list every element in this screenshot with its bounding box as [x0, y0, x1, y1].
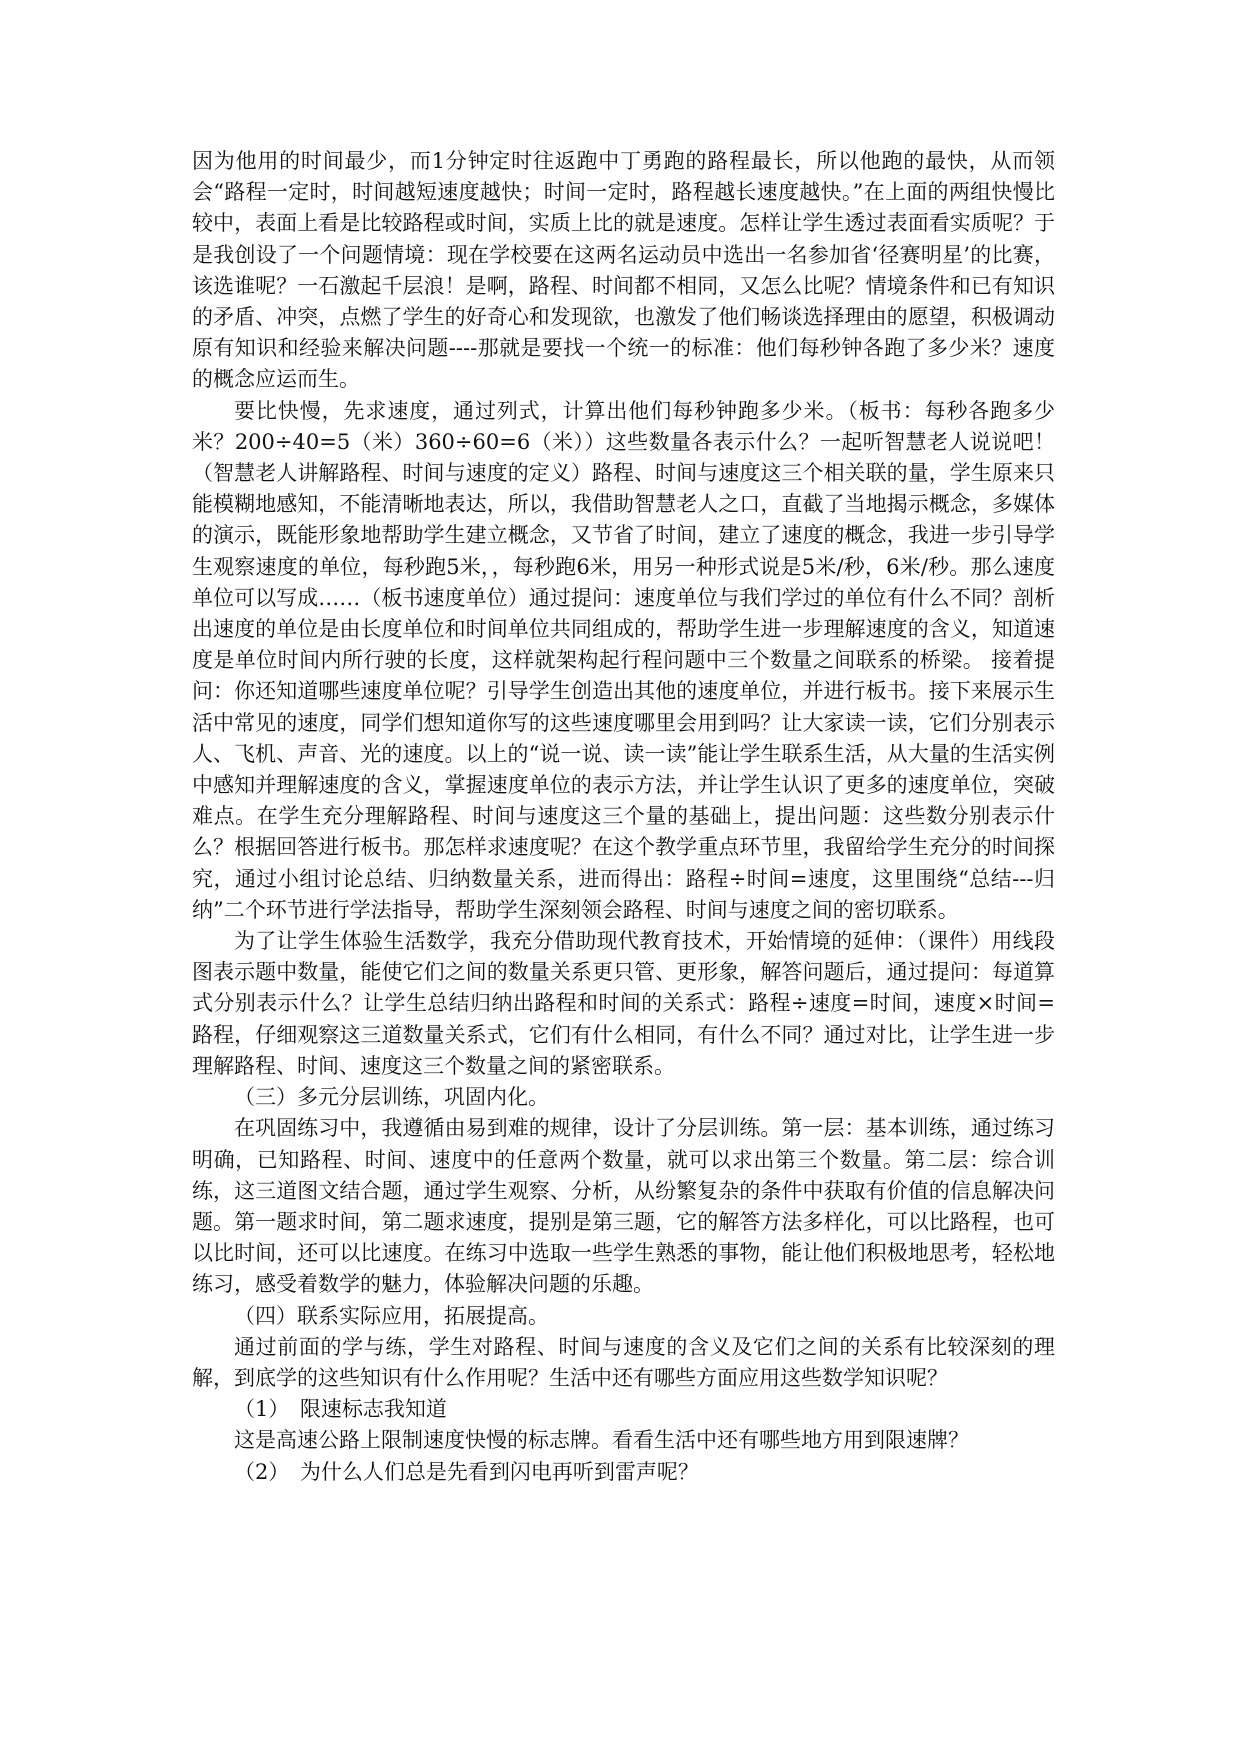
section-heading-application: （四）联系实际应用，拓展提高。 [234, 1303, 549, 1328]
paragraph-speed-concept: 要比快慢，先求速度，通过列式，计算出他们每秒钟跑多少米。（板书：每秒各跑多少米？200÷40=5（米）360÷60=6（米））这些数量各表示什么？一起听智慧老人说说吧！（智慧老人讲解路程、时间与速度的定义）路程、时间与速度这三个相关联的量，学生原来只能模糊地感知，不能清晰地表达，所以，我借助智慧老人之口，直截了当地揭示概念，多媒体的演示，既能形象地帮助学生建立概念，又节省了时间，建立了速度的概念，我进一步引导学生观察速度的单位，每秒跑5米，，每秒跑6米，用另一种形式说是5米/秒，6米/秒。那么速度单位可以写成……（板书速度单位）通过提问：速度单位与我们学过的单位有什么不同？剖析出速度的单位是由长度单位和时间单位共同组成的，帮助学生进一步理解速度的含义，知道速度是单位时间内所行驶的长度，这样就架构起行程问题中三个数量之间联系的桥梁。 接着提问：你还知道哪些速度单位呢？引导学生创造出其他的速度单位，并进行板书。接下来展示生活中常见的速度，同学们想知道你写的这些速度哪里会用到吗？让大家读一读，它们分别表示人、飞机、声音、光的速度。以上的“说一说、读一读”能让学生联系生活，从大量的生活实例中感知并理解速度的含义，掌握速度单位的表示方法，并让学生认识了更多的速度单位，突破难点。在学生充分理解路程、时间与速度这三个量的基础上，提出问题：这些数分别表示什么？根据回答进行板书。那怎样求速度呢？在这个教学重点环节里，我留给学生充分的时间探究，通过小组讨论总结、归纳数量关系，进而得出：路程÷时间=速度，这里围绕“总结---归纳”二个环节进行学法指导，帮助学生深刻领会路程、时间与速度之间的密切联系。 [192, 398, 1055, 922]
paragraph-speed-comparison: 因为他用的时间最少，而1分钟定时往返跑中丁勇跑的路程最长，所以他跑的最快，从而领会“路程一定时，时间越短速度越快；时间一定时，路程越长速度越快。”在上面的两组快慢比较中，表面上看是比较路程或时间，实质上比的就是速度。怎样让学生透过表面看实质呢？于是我创设了一个问题情境：现在学校要在这两名运动员中选出一名参加省‘径赛明星’的比赛，该选谁呢？一石激起千层浪！是啊，路程、时间都不相同，又怎么比呢？情境条件和已有知识的矛盾、冲突，点燃了学生的好奇心和发现欲，也激发了他们畅谈选择理由的愿望，积极调动原有知识和经验来解决问题----那就是要找一个统一的标准：他们每秒钟各跑了多少米？速度的概念应运而生。 [192, 149, 1055, 392]
section-heading-training: （三）多元分层训练，巩固内化。 [234, 1085, 549, 1110]
paragraph-application-intro: 通过前面的学与练，学生对路程、时间与速度的含义及它们之间的关系有比较深刻的理解，到底学的这些知识有什么作用呢？生活中还有哪些方面应用这些数学知识呢？ [192, 1334, 1055, 1390]
list-item-lightning-thunder: （2） 为什么人们总是先看到闪电再听到雷声呢？ [234, 1459, 699, 1484]
paragraph-layered-training: 在巩固练习中，我遵循由易到难的规律，设计了分层训练。第一层：基本训练，通过练习明确，已知路程、时间、速度中的任意两个数量，就可以求出第三个数量。第二层：综合训练，这三道图文结合题，通过学生观察、分析，从纷繁复杂的条件中获取有价值的信息解决问题。第一题求时间，第二题求速度，提别是第三题，它的解答方法多样化，可以比路程，也可以比时间，还可以比速度。在练习中选取一些学生熟悉的事物，能让他们积极地思考，轻松地练习，感受着数学的魅力，体验解决问题的乐趣。 [192, 1116, 1055, 1297]
document-page [192, 146, 1055, 1488]
paragraph-relationship-formulas: 为了让学生体验生活数学，我充分借助现代教育技术，开始情境的延伸：（课件）用线段图表示题中数量，能使它们之间的数量关系更只管、更形象，解答问题后，通过提问：每道算式分别表示什么？让学生总结归纳出路程和时间的关系式：路程÷速度=时间，速度×时间=路程，仔细观察这三道数量关系式，它们有什么相同，有什么不同？通过对比，让学生进一步理解路程、时间、速度这三个数量之间的紧密联系。 [192, 929, 1055, 1078]
list-item-speed-limit: （1） 限速标志我知道 [234, 1397, 447, 1422]
paragraph-speed-limit-sign: 这是高速公路上限制速度快慢的标志牌。看看生活中还有哪些地方用到限速牌？ [234, 1428, 969, 1453]
